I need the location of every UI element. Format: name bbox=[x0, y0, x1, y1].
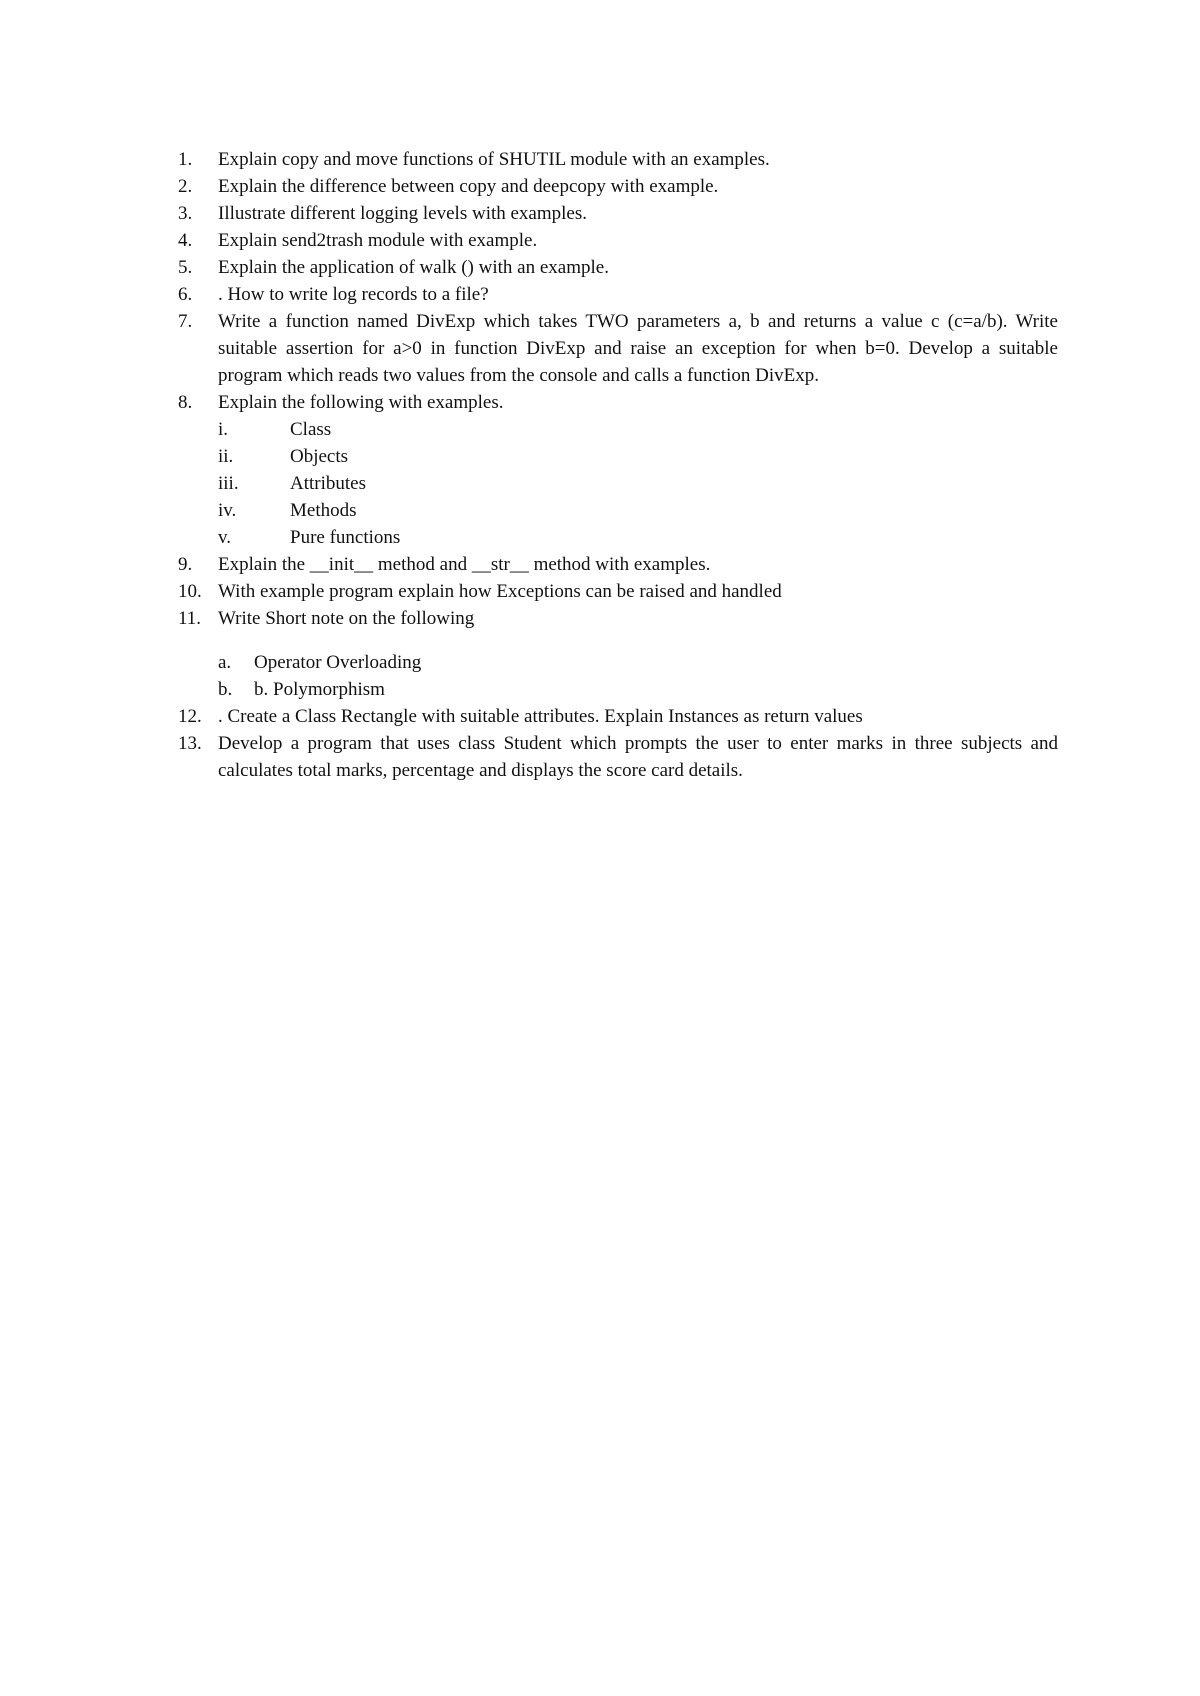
question-item bbox=[178, 200, 1058, 227]
sub-item bbox=[218, 676, 1058, 703]
sub-item-number: iii. bbox=[218, 473, 239, 494]
question-number: 13. bbox=[178, 733, 202, 754]
question-item bbox=[178, 730, 1058, 784]
sub-item bbox=[218, 497, 1058, 524]
sub-item-number: v. bbox=[218, 527, 232, 548]
sub-item-text: Objects bbox=[290, 446, 349, 467]
question-number: 7. bbox=[178, 311, 193, 332]
question-item bbox=[178, 551, 1058, 578]
sub-item-number: i. bbox=[218, 419, 229, 440]
question-number: 4. bbox=[178, 230, 193, 251]
sub-item-text: b. Polymorphism bbox=[254, 679, 385, 700]
sub-item-text: Operator Overloading bbox=[254, 652, 422, 673]
question-text: . How to write log records to a file? bbox=[218, 284, 489, 305]
sub-item-text: Class bbox=[290, 419, 332, 440]
sub-item-number: a. bbox=[218, 652, 232, 673]
question-item bbox=[178, 605, 1058, 703]
question-text: Explain the application of walk () with an example. bbox=[218, 257, 609, 278]
question-text: Explain the __init__ method and __str__ method with examples. bbox=[218, 554, 711, 575]
sub-item-text: Attributes bbox=[290, 473, 366, 494]
question-text: Explain send2trash module with example. bbox=[218, 230, 538, 251]
question-text: Illustrate different logging levels with examples. bbox=[218, 203, 587, 224]
sub-item-list bbox=[218, 649, 1058, 703]
question-text: . Create a Class Rectangle with suitable attributes. Explain Instances as return values bbox=[218, 706, 863, 727]
question-item bbox=[178, 308, 1058, 389]
question-number: 9. bbox=[178, 554, 193, 575]
sub-item bbox=[218, 416, 1058, 443]
question-text: Write a function named DivExp which takes TWO parameters a, b and returns a value c (c=a/b). Write suitable assertion for a>0 in function DivExp and raise an exception for when b=0. Develop a suitable program which reads two values from the console and calls a function DivExp. bbox=[218, 311, 1058, 386]
question-text: Explain the difference between copy and deepcopy with example. bbox=[218, 176, 719, 197]
question-number: 3. bbox=[178, 203, 193, 224]
question-item bbox=[178, 389, 1058, 551]
sub-item-text: Methods bbox=[290, 500, 357, 521]
question-number: 6. bbox=[178, 284, 193, 305]
question-item bbox=[178, 281, 1058, 308]
question-text: Develop a program that uses class Student which prompts the user to enter marks in three subjects and calculates total marks, percentage and displays the score card details. bbox=[218, 733, 1058, 781]
question-number: 11. bbox=[178, 608, 202, 629]
sub-item-list bbox=[218, 416, 1058, 551]
question-text: With example program explain how Exceptions can be raised and handled bbox=[218, 581, 782, 602]
question-text: Explain the following with examples. bbox=[218, 392, 504, 413]
sub-item bbox=[218, 443, 1058, 470]
sub-item-text: Pure functions bbox=[290, 527, 401, 548]
question-text: Write Short note on the following bbox=[218, 608, 475, 629]
sub-item bbox=[218, 524, 1058, 551]
question-item bbox=[178, 227, 1058, 254]
question-list bbox=[178, 146, 1058, 784]
question-number: 2. bbox=[178, 176, 193, 197]
question-item bbox=[178, 173, 1058, 200]
sub-item-number: ii. bbox=[218, 446, 234, 467]
question-item bbox=[178, 146, 1058, 173]
question-number: 1. bbox=[178, 149, 193, 170]
question-number: 12. bbox=[178, 706, 202, 727]
question-number: 5. bbox=[178, 257, 193, 278]
question-item bbox=[178, 578, 1058, 605]
question-number: 8. bbox=[178, 392, 193, 413]
question-item bbox=[178, 254, 1058, 281]
question-text: Explain copy and move functions of SHUTIL module with an examples. bbox=[218, 149, 770, 170]
sub-item bbox=[218, 649, 1058, 676]
question-number: 10. bbox=[178, 581, 202, 602]
sub-item-number: iv. bbox=[218, 500, 237, 521]
sub-item bbox=[218, 470, 1058, 497]
sub-item-number: b. bbox=[218, 679, 233, 700]
question-item bbox=[178, 703, 1058, 730]
